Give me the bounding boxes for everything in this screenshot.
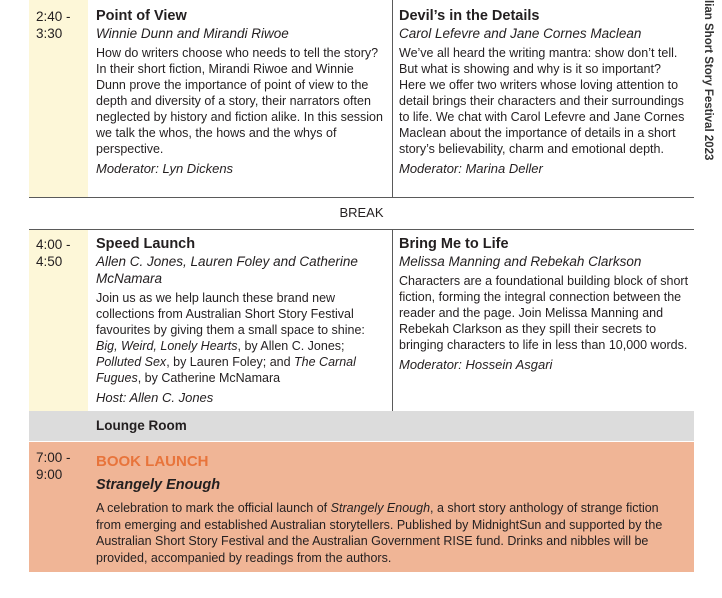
- session-moderator: Moderator: Lyn Dickens: [96, 161, 234, 176]
- session1-time-end: 3:30: [36, 26, 63, 41]
- session-authors: Carol Lefevre and Jane Cornes Maclean: [399, 26, 642, 41]
- book-author: , by Lauren Foley; and: [166, 355, 295, 369]
- session3-time: [36, 449, 71, 483]
- session-description: Characters are a foundational building block of short fiction, forming the integral connection between the reader and the page. Join Melissa Manning and Rebekah Clarkson as they spill their secrets to bringing characters to life in less than 10,000 words.: [399, 274, 689, 352]
- session3-time-end: 9:00: [36, 467, 63, 482]
- book-launch-content: [96, 452, 686, 566]
- desc-book-title: Strangely Enough: [330, 501, 431, 515]
- divider-before-session2: [29, 229, 694, 230]
- session-description: How do writers choose who needs to tell the story? In their short fiction, Mirandi Riwoe and Winnie Dunn prove the importance of point of view to the depth and diversity of a story, their narrators often neglected by history and fiction alike. In this session we talk the whos, the hows and the whys of perspective.: [96, 46, 383, 156]
- break-label: BREAK: [339, 205, 384, 220]
- festival-sidebar: [698, 0, 722, 160]
- book-author: , by Catherine McNamara: [137, 371, 281, 385]
- session3-time-start: 7:00 -: [36, 450, 71, 465]
- divider-after-session1: [29, 197, 694, 198]
- desc-post: , a short story anthology of strange fiction from emerging and established Australian storytellers. Published by MidnightSun and supported by the Australian Short Story Festival and the Australian Government RISE fund. Drinks and nibbles will be provided, accompanied by readings from the authors.: [96, 501, 663, 565]
- session-title: Devil’s in the Details: [399, 8, 540, 24]
- book-title: The Carnal Fugues: [96, 355, 356, 385]
- festival-sidebar-text: lian Short Story Festival 2023: [702, 0, 714, 160]
- venue-bar: [29, 411, 694, 441]
- session-title: Point of View: [96, 8, 187, 24]
- column-divider-session1: [392, 0, 393, 197]
- venue-label: Lounge Room: [96, 418, 187, 433]
- session-title: Bring Me to Life: [399, 236, 509, 252]
- book-launch-label: BOOK LAUNCH: [96, 453, 209, 470]
- book-launch-block: [29, 442, 694, 572]
- session2-time: [36, 236, 71, 270]
- column-divider-session2: [392, 229, 393, 411]
- session1-time: [36, 8, 71, 42]
- session-bring-me-to-life: [399, 235, 691, 373]
- session-speed-launch: [96, 235, 384, 406]
- session-point-of-view: [96, 7, 384, 177]
- session2-time-start: 4:00 -: [36, 237, 71, 252]
- desc-intro: Join us as we help launch these brand new collections from Australian Short Story Festival favourites by giving them a small space to shine:: [96, 291, 365, 337]
- session-host: Host: Allen C. Jones: [96, 390, 214, 405]
- session2-time-end: 4:50: [36, 254, 63, 269]
- session-description: We’ve all heard the writing mantra: show don’t tell. But what is showing and why is it so important? Here we offer two writers whose loving attention to detail brings their characters and their surroundings to life. We chat with Carol Lefevre and Jane Cornes Maclean about the importance of details in a short story’s believability, charm and emotional depth.: [399, 46, 685, 156]
- book-launch-title: Strangely Enough: [96, 477, 221, 493]
- session-title: Speed Launch: [96, 236, 196, 252]
- book-author: , by Allen C. Jones;: [237, 339, 345, 353]
- session-authors: Allen C. Jones, Lauren Foley and Catherine McNamara: [96, 254, 358, 286]
- session-authors: Winnie Dunn and Mirandi Riwoe: [96, 26, 289, 41]
- session-moderator: Moderator: Hossein Asgari: [399, 357, 553, 372]
- book-launch-description: [96, 500, 686, 566]
- session-devils-in-the-details: [399, 7, 691, 177]
- session-description: [96, 290, 384, 386]
- book-title: Big, Weird, Lonely Hearts: [96, 339, 238, 353]
- session-moderator: Moderator: Marina Deller: [399, 161, 543, 176]
- session-authors: Melissa Manning and Rebekah Clarkson: [399, 254, 642, 269]
- book-title: Polluted Sex: [96, 355, 167, 369]
- desc-pre: A celebration to mark the official launch of: [96, 501, 331, 515]
- session1-time-start: 2:40 -: [36, 9, 71, 24]
